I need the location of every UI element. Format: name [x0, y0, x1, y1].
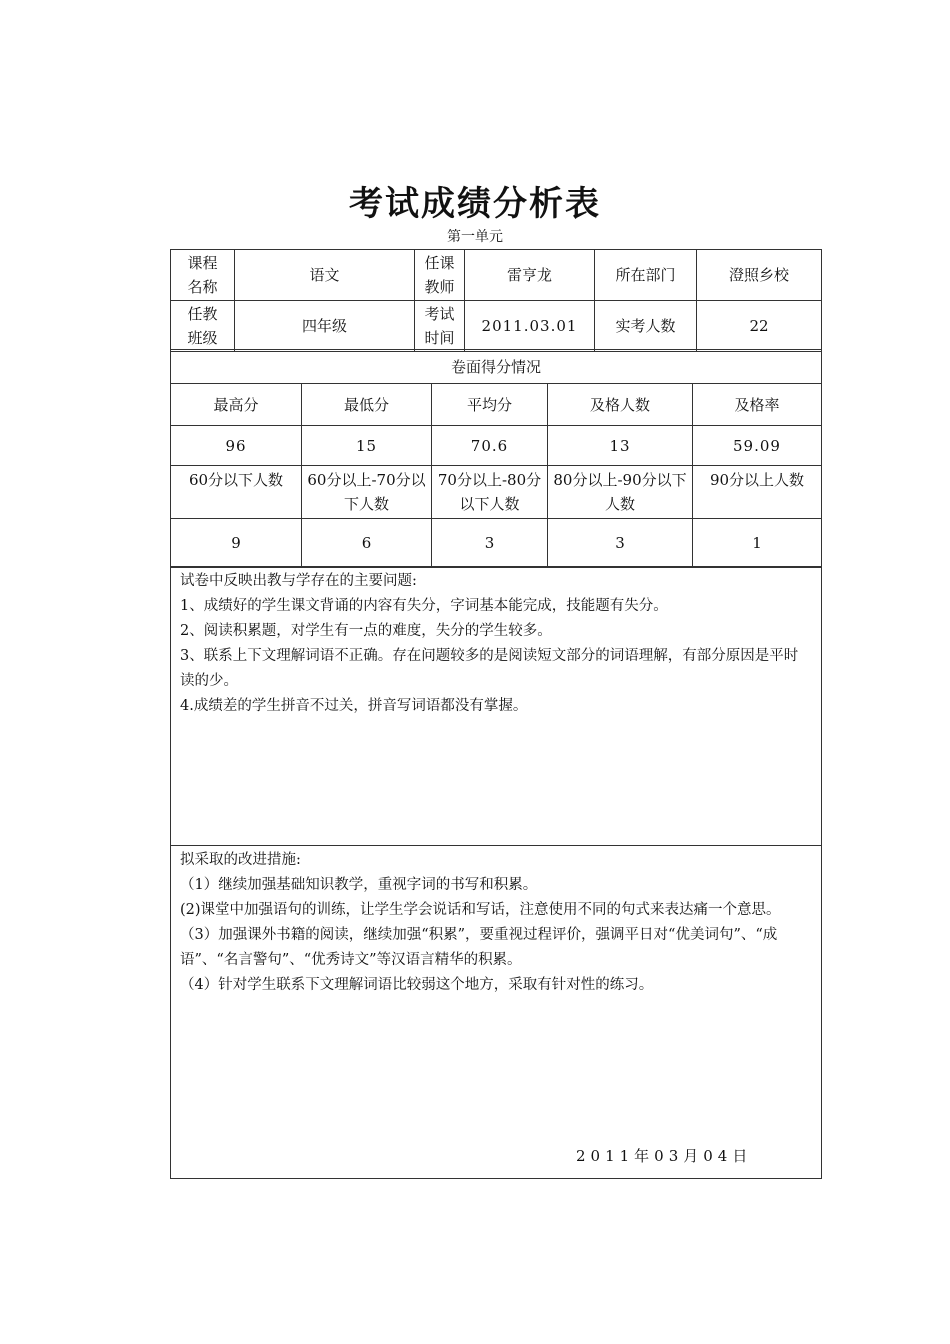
problem-item: 1、成绩好的学生课文背诵的内容有失分，字词基本能完成，技能题有失分。 — [180, 598, 668, 614]
value-exam-time: 2011.03.01 — [465, 301, 595, 352]
label-department: 所在部门 — [595, 250, 697, 301]
header-average: 平均分 — [432, 384, 548, 426]
label-exam-time: 考试 时间 — [415, 301, 465, 352]
header-70-80: 70分以上-80分以下人数 — [432, 466, 548, 519]
header-min: 最低分 — [302, 384, 432, 426]
problems-section — [170, 566, 822, 846]
value-department: 澄照乡校 — [697, 250, 822, 301]
page-title: 考试成绩分析表 — [349, 184, 601, 224]
value-course: 语文 — [235, 250, 415, 301]
section-header-table — [170, 349, 822, 384]
score-stats-table — [170, 383, 822, 568]
info-row — [171, 301, 822, 352]
report-date: 2011年03月04日 — [576, 1147, 753, 1165]
stats-header-row — [171, 384, 822, 426]
info-row — [171, 250, 822, 301]
header-pass-rate: 及格率 — [693, 384, 822, 426]
unit-subtitle: 第一单元 — [447, 229, 503, 245]
header-pass-count: 及格人数 — [548, 384, 693, 426]
label-class: 任教 班级 — [171, 301, 235, 352]
section-title: 卷面得分情况 — [171, 350, 822, 384]
header-max: 最高分 — [171, 384, 302, 426]
value-below-60: 9 — [171, 519, 302, 568]
value-80-90: 3 — [548, 519, 693, 568]
value-min: 15 — [302, 426, 432, 466]
label-participants: 实考人数 — [595, 301, 697, 352]
measures-section — [170, 845, 822, 1179]
problem-item: 3、联系上下文理解词语不正确。存在问题较多的是阅读短文部分的词语理解，有部分原因是平时读的少。 — [180, 648, 799, 689]
info-table — [170, 249, 822, 352]
header-80-90: 80分以上-90分以下人数 — [548, 466, 693, 519]
header-below-60: 60分以下人数 — [171, 466, 302, 519]
problems-heading: 试卷中反映出教与学存在的主要问题: — [180, 573, 417, 589]
measures-heading: 拟采取的改进措施: — [180, 852, 301, 868]
measure-item: (2)课堂中加强语句的训练，让学生学会说话和写话，注意使用不同的句式来表达痛一个意思。 — [180, 902, 781, 918]
problem-item: 4.成绩差的学生拼音不过关，拼音写词语都没有掌握。 — [180, 698, 528, 714]
problem-item: 2、阅读积累题，对学生有一点的难度，失分的学生较多。 — [180, 623, 552, 639]
value-teacher: 雷亨龙 — [465, 250, 595, 301]
value-pass-rate: 59.09 — [693, 426, 822, 466]
value-70-80: 3 — [432, 519, 548, 568]
header-above-90: 90分以上人数 — [693, 466, 822, 519]
distribution-value-row — [171, 519, 822, 568]
value-pass-count: 13 — [548, 426, 693, 466]
value-above-90: 1 — [693, 519, 822, 568]
label-teacher: 任课 教师 — [415, 250, 465, 301]
stats-value-row — [171, 426, 822, 466]
measure-item: （1）继续加强基础知识教学，重视字词的书写和积累。 — [180, 877, 538, 893]
measure-item: （4）针对学生联系下文理解词语比较弱这个地方，采取有针对性的练习。 — [180, 977, 654, 993]
label-course: 课程 名称 — [171, 250, 235, 301]
value-60-70: 6 — [302, 519, 432, 568]
value-average: 70.6 — [432, 426, 548, 466]
value-participants: 22 — [697, 301, 822, 352]
measure-item: （3）加强课外书籍的阅读，继续加强“积累”，要重视过程评价，强调平日对“优美词句”、“成语”、“名言警句”、“优秀诗文”等汉语言精华的积累。 — [180, 927, 778, 968]
distribution-header-row — [171, 466, 822, 519]
header-60-70: 60分以上-70分以下人数 — [302, 466, 432, 519]
value-max: 96 — [171, 426, 302, 466]
value-class: 四年级 — [235, 301, 415, 352]
